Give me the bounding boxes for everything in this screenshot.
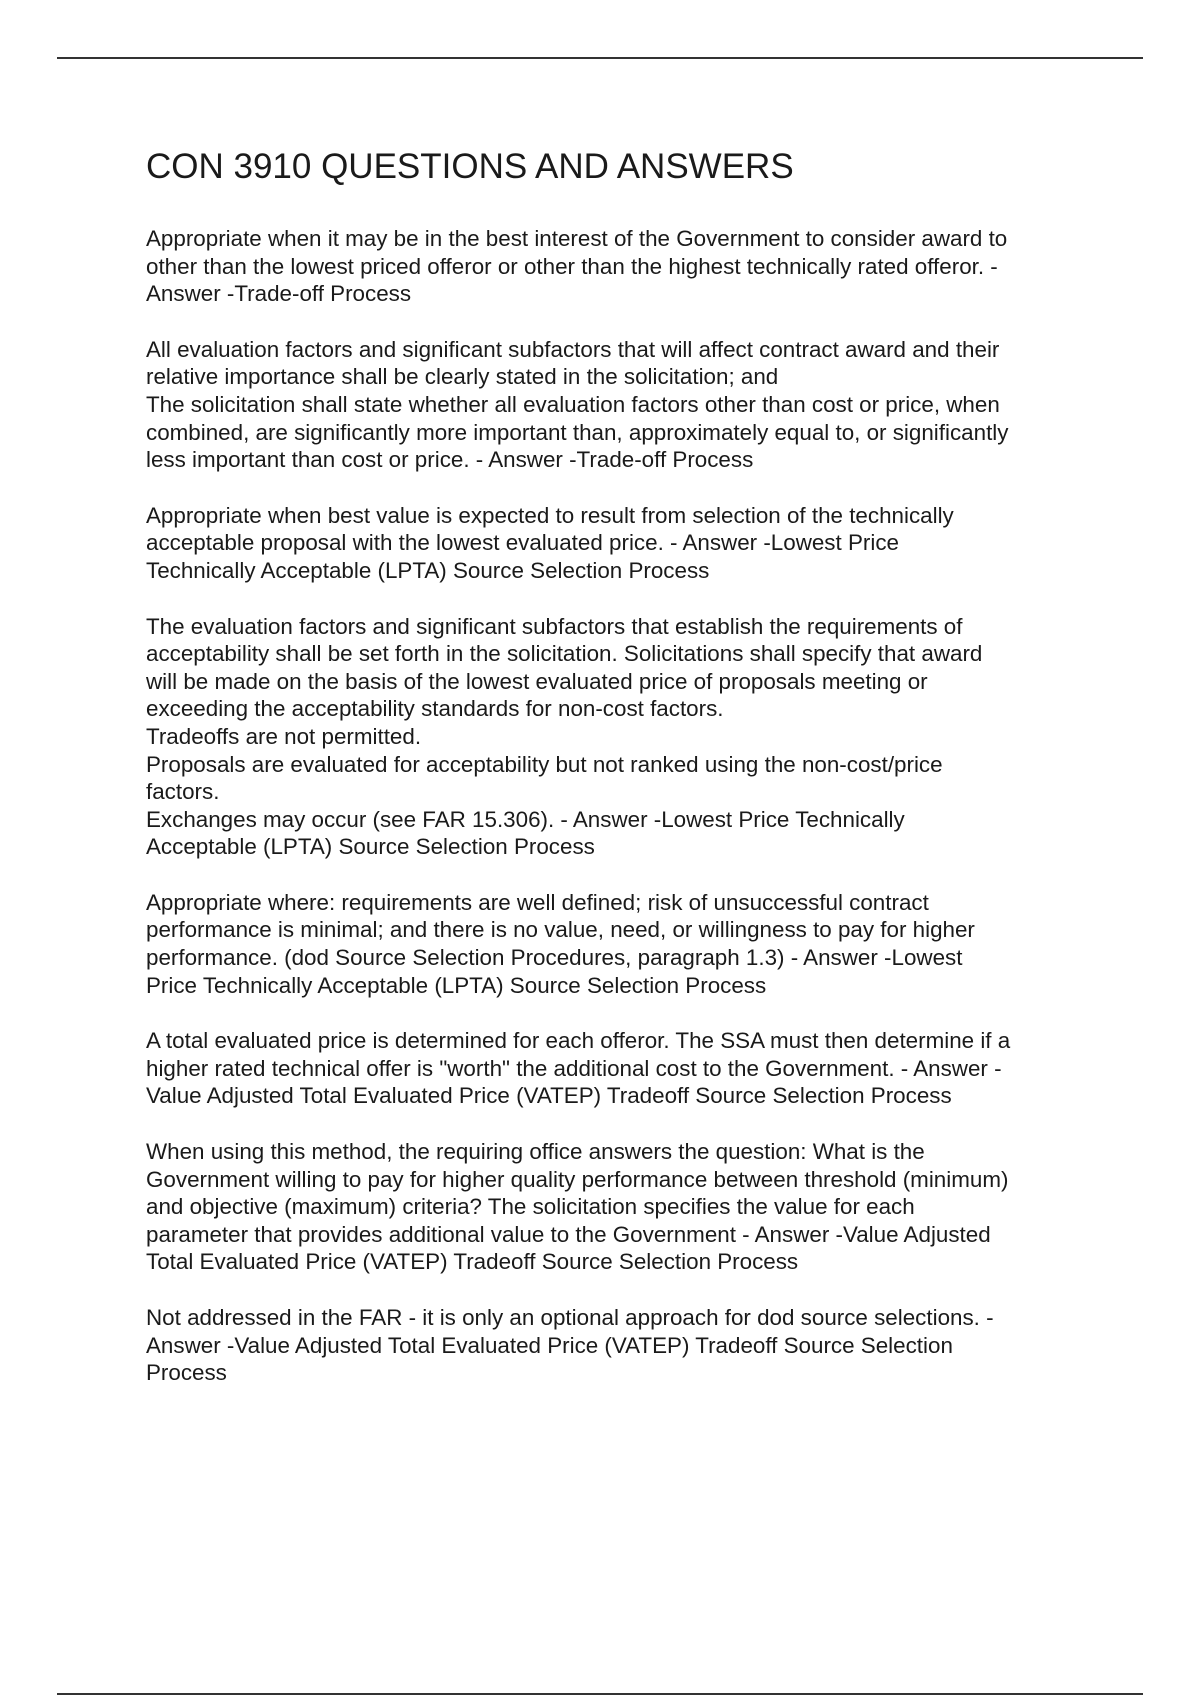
qa-entry-line: performance is minimal; and there is no value, need, or willingness to pay for higher	[146, 917, 975, 943]
qa-entry-line: Answer -Trade-off Process	[146, 281, 412, 307]
document-title: CON 3910 QUESTIONS AND ANSWERS	[146, 147, 794, 186]
qa-entry	[146, 336, 1091, 474]
qa-entry	[146, 1138, 1091, 1276]
qa-entry-line: The evaluation factors and significant subfactors that establish the requirements of	[146, 613, 963, 639]
qa-entry-line: and objective (maximum) criteria? The solicitation specifies the value for each	[146, 1194, 915, 1220]
qa-entry-line: acceptability shall be set forth in the solicitation. Solicitations shall specify that award	[146, 641, 983, 667]
qa-entry-line: Acceptable (LPTA) Source Selection Process	[146, 834, 595, 860]
qa-entry-line: Not addressed in the FAR - it is only an optional approach for dod source selections. -	[146, 1305, 994, 1330]
document-body	[146, 145, 1091, 1415]
qa-entry-line: All evaluation factors and significant subfactors that will affect contract award and their	[146, 336, 1000, 362]
qa-entry-line: The solicitation shall state whether all evaluation factors other than cost or price, when	[146, 391, 1000, 417]
top-divider	[57, 57, 1143, 59]
qa-entry-line: exceeding the acceptability standards for non-cost factors.	[146, 696, 724, 722]
qa-entry	[146, 1027, 1091, 1110]
qa-entry-line: Appropriate when best value is expected to result from selection of the technically	[146, 502, 954, 528]
qa-entry-line: will be made on the basis of the lowest evaluated price of proposals meeting or	[146, 668, 928, 694]
qa-entry-line: When using this method, the requiring office answers the question: What is the	[146, 1139, 925, 1165]
qa-entry-line: parameter that provides additional value to the Government - Answer -Value Adjusted	[146, 1221, 991, 1247]
qa-entry-line: less important than cost or price. - Answer -Trade-off Process	[146, 447, 754, 473]
qa-entry-line: acceptable proposal with the lowest evaluated price. - Answer -Lowest Price	[146, 530, 899, 556]
qa-entry-line: Technically Acceptable (LPTA) Source Selection Process	[146, 557, 710, 583]
qa-entry-line: Price Technically Acceptable (LPTA) Source Selection Process	[146, 972, 767, 998]
qa-entry-line: performance. (dod Source Selection Procedures, paragraph 1.3) - Answer -Lowest	[146, 945, 963, 971]
qa-entry	[146, 889, 1091, 999]
qa-entry-line: Appropriate where: requirements are well defined; risk of unsuccessful contract	[146, 889, 929, 915]
qa-entry-line: Proposals are evaluated for acceptability but not ranked using the non-cost/price	[146, 751, 943, 777]
qa-entry-line: higher rated technical offer is "worth" the additional cost to the Government. - Answer -	[146, 1055, 1002, 1081]
qa-entry-line: Government willing to pay for higher quality performance between threshold (minimum)	[146, 1166, 1009, 1192]
qa-entry-line: Process	[146, 1360, 227, 1386]
qa-entry	[146, 613, 1091, 861]
bottom-divider	[57, 1693, 1143, 1695]
qa-entry-line: Appropriate when it may be in the best interest of the Government to consider award to	[146, 226, 1008, 251]
qa-entry-line: Value Adjusted Total Evaluated Price (VATEP) Tradeoff Source Selection Process	[146, 1083, 952, 1109]
qa-entry	[146, 502, 1091, 585]
qa-entry-line: Total Evaluated Price (VATEP) Tradeoff Source Selection Process	[146, 1249, 799, 1275]
qa-list	[146, 225, 1091, 1387]
qa-entry-line: relative importance shall be clearly stated in the solicitation; and	[146, 364, 779, 390]
qa-entry-line: combined, are significantly more important than, approximately equal to, or significantly	[146, 419, 1009, 445]
qa-entry-line: A total evaluated price is determined for each offeror. The SSA must then determine if a	[146, 1028, 1011, 1054]
qa-entry	[146, 1304, 1091, 1387]
qa-entry-line: other than the lowest priced offeror or other than the highest technically rated offeror. -	[146, 253, 998, 279]
qa-entry-line: factors.	[146, 779, 220, 805]
qa-entry-line: Exchanges may occur (see FAR 15.306). - Answer -Lowest Price Technically	[146, 806, 905, 832]
qa-entry-line: Answer -Value Adjusted Total Evaluated Price (VATEP) Tradeoff Source Selection	[146, 1332, 953, 1358]
qa-entry-line: Tradeoffs are not permitted.	[146, 723, 422, 749]
qa-entry	[146, 225, 1091, 308]
